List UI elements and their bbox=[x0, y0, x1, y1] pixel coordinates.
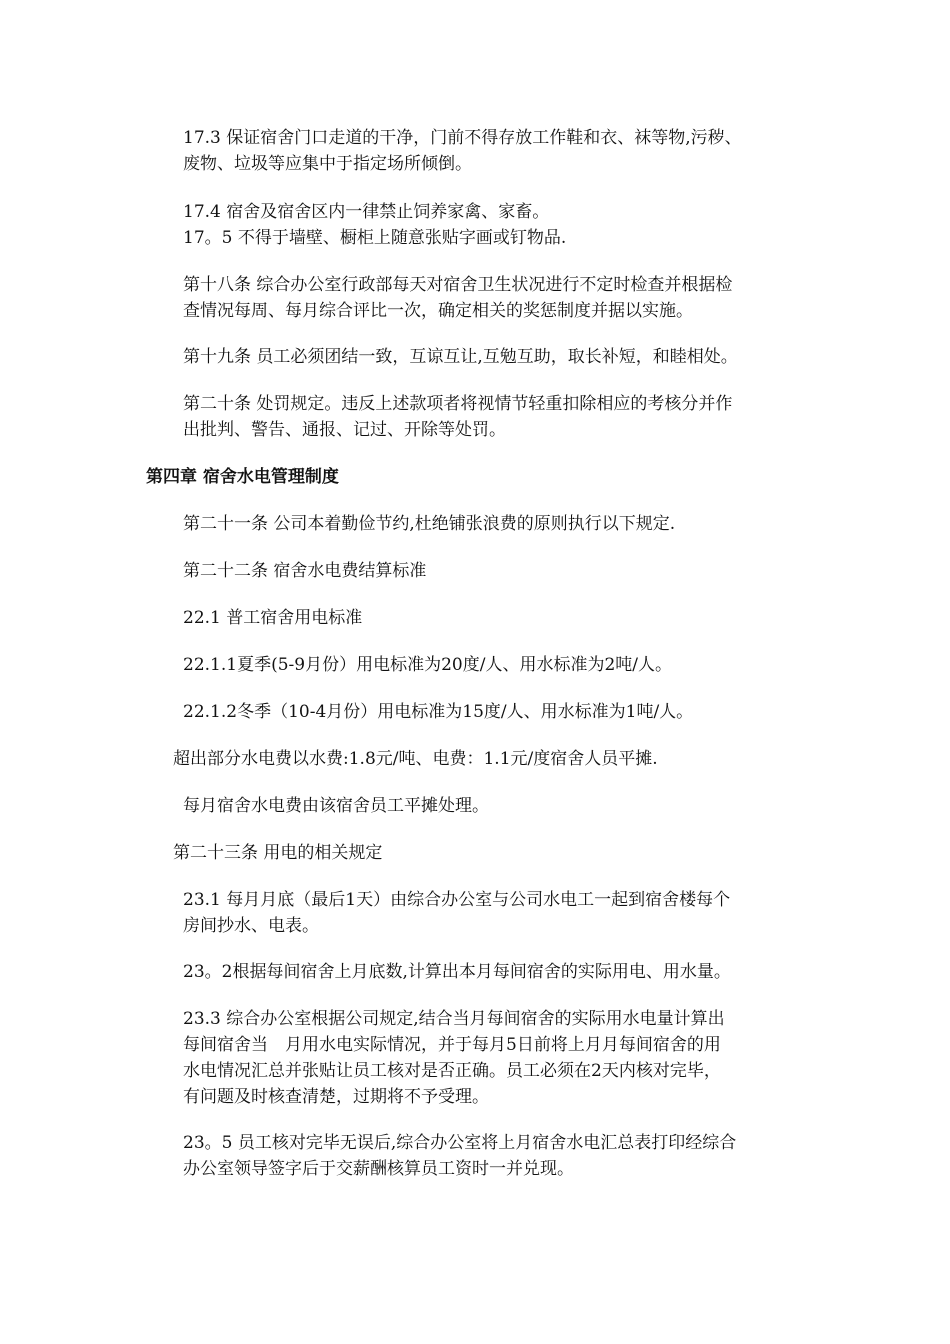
rule-23-5-line-2: 办公室领导签字后于交薪酬核算员工资时一并兑现。 bbox=[183, 1159, 574, 1179]
overage-fee-note: 超出部分水电费以水费:1.8元/吨、电费：1.1元/度宿舍人员平摊. bbox=[173, 749, 658, 769]
rule-23-3-line-2: 每间宿舍当 月用水电实际情况，并于每月5日前将上月月每间宿舍的用 bbox=[183, 1035, 721, 1055]
rule-23-3-line-3: 水电情况汇总并张贴让员工核对是否正确。员工必须在2天内核对完毕， bbox=[183, 1061, 721, 1081]
rule-23-1-line-1: 23.1 每月月底（最后1天）由综合办公室与公司水电工一起到宿舍楼每个 bbox=[183, 890, 731, 910]
article-21: 第二十一条 公司本着勤俭节约,杜绝铺张浪费的原则执行以下规定. bbox=[183, 514, 676, 534]
article-23: 第二十三条 用电的相关规定 bbox=[173, 843, 383, 863]
rule-23-5-line-1: 23。5 员工核对完毕无误后,综合办公室将上月宿舍水电汇总表打印经综合 bbox=[183, 1133, 737, 1153]
article-20-line-2: 出批判、警告、通报、记过、开除等处罚。 bbox=[183, 420, 506, 440]
chapter-4-heading: 第四章 宿舍水电管理制度 bbox=[146, 467, 339, 487]
rule-22-1-2: 22.1.2冬季（10-4月份）用电标准为15度/人、用水标准为1吨/人。 bbox=[183, 702, 694, 722]
article-18-line-1: 第十八条 综合办公室行政部每天对宿舍卫生状况进行不定时检查并根据检 bbox=[183, 275, 733, 295]
rule-22-1: 22.1 普工宿舍用电标准 bbox=[183, 608, 363, 628]
article-20-line-1: 第二十条 处罚规定。违反上述款项者将视情节轻重扣除相应的考核分并作 bbox=[183, 394, 733, 414]
rule-17-3-line-1: 17.3 保证宿舍门口走道的干净，门前不得存放工作鞋和衣、袜等物,污秽、 bbox=[183, 128, 742, 148]
rule-17-5: 17。5 不得于墙壁、橱柜上随意张贴字画或钉物品. bbox=[183, 228, 567, 248]
rule-23-2: 23。2根据每间宿舍上月底数,计算出本月每间宿舍的实际用电、用水量。 bbox=[183, 962, 731, 982]
rule-17-4: 17.4 宿舍及宿舍区内一律禁止饲养家禽、家畜。 bbox=[183, 202, 550, 222]
rule-22-1-1: 22.1.1夏季(5-9月份）用电标准为20度/人、用水标准为2吨/人。 bbox=[183, 655, 672, 675]
monthly-fee-note: 每月宿舍水电费由该宿舍员工平摊处理。 bbox=[183, 796, 489, 816]
rule-23-3-line-1: 23.3 综合办公室根据公司规定,结合当月每间宿舍的实际用水电量计算出 bbox=[183, 1009, 725, 1029]
rule-23-3-line-4: 有问题及时核查清楚，过期将不予受理。 bbox=[183, 1087, 489, 1107]
article-18-line-2: 查情况每周、每月综合评比一次，确定相关的奖惩制度并据以实施。 bbox=[183, 301, 693, 321]
rule-23-1-line-2: 房间抄水、电表。 bbox=[183, 916, 319, 936]
article-19: 第十九条 员工必须团结一致，互谅互让,互勉互助，取长补短，和睦相处。 bbox=[183, 347, 738, 367]
rule-17-3-line-2: 废物、垃圾等应集中于指定场所倾倒。 bbox=[183, 154, 472, 174]
article-22: 第二十二条 宿舍水电费结算标准 bbox=[183, 561, 427, 581]
